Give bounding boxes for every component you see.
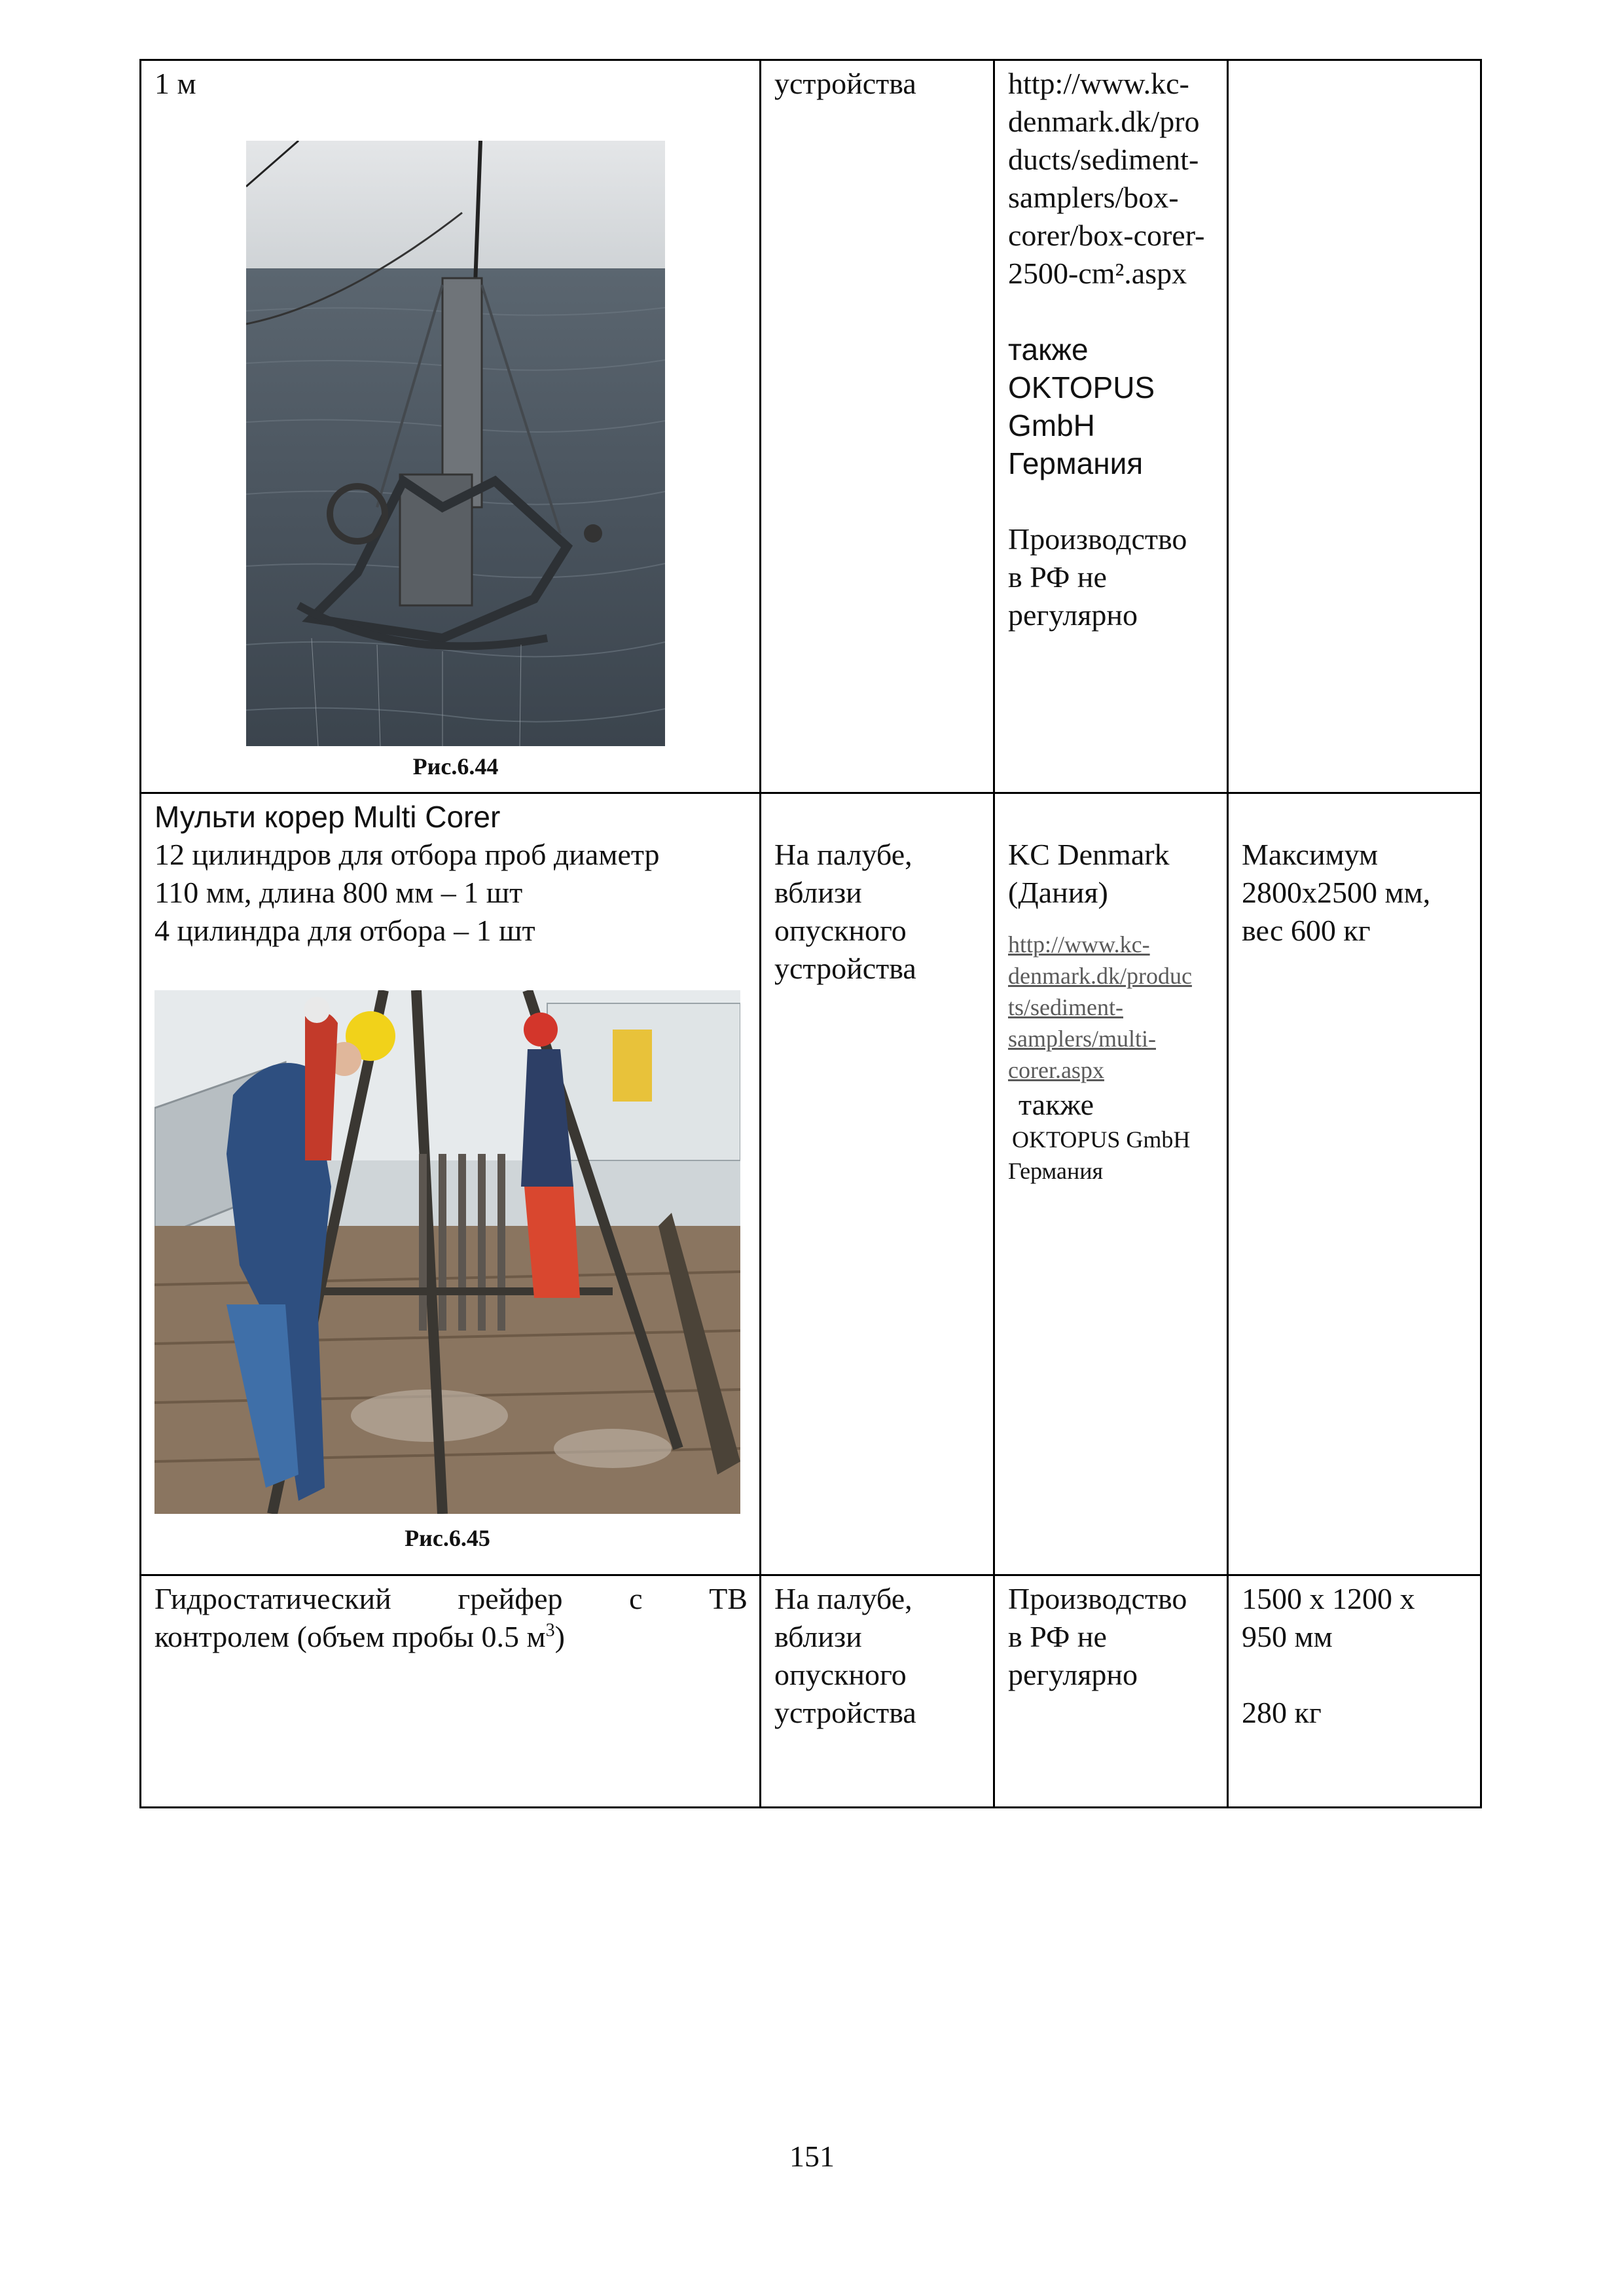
manufacturer-cell (994, 60, 1228, 793)
also-label: также (1008, 332, 1089, 367)
manufacturer-name: OKTOPUS (1008, 370, 1155, 404)
placement-text: устройства (774, 952, 916, 985)
name-word: с (629, 1582, 643, 1615)
manufacturer-link[interactable]: ts/sediment- (1008, 994, 1123, 1020)
url-line: samplers/box- (1008, 181, 1179, 214)
equipment-description: 12 цилиндров для отбора проб диаметр (154, 838, 660, 871)
placement-text: устройства (774, 1696, 916, 1729)
manufacturer-link[interactable]: denmark.dk/produc (1008, 963, 1192, 989)
specs-cell (1228, 60, 1481, 793)
equipment-name: Мульти корер Multi Corer (154, 800, 501, 834)
equipment-cell (141, 793, 761, 1575)
url-line: corer/box-corer- (1008, 219, 1205, 252)
equipment-cell (141, 60, 761, 793)
production-note: в РФ не (1008, 1620, 1107, 1653)
manufacturer-cell (994, 1575, 1228, 1808)
placement-text: опускного (774, 914, 907, 947)
name-word: Гидростатический (154, 1582, 391, 1615)
manufacturer-link[interactable]: samplers/multi- (1008, 1026, 1156, 1052)
unit-superscript: 3 (545, 1620, 555, 1641)
production-note: регулярно (1008, 598, 1138, 632)
specs-cell (1228, 1575, 1481, 1808)
manufacturer-cell (994, 793, 1228, 1575)
production-note: регулярно (1008, 1658, 1138, 1691)
manufacturer-link[interactable]: corer.aspx (1008, 1057, 1104, 1083)
placement-text: опускного (774, 1658, 907, 1691)
placement-cell (761, 60, 994, 793)
url-line: 2500-cm².aspx (1008, 257, 1187, 290)
manufacturer-link[interactable]: http://www.kc- (1008, 931, 1150, 958)
url-line: ducts/sediment- (1008, 143, 1199, 176)
production-note: в РФ не (1008, 560, 1107, 594)
dimensions-text: 1500 х 1200 х (1242, 1582, 1415, 1615)
equipment-description: 110 мм, длина 800 мм – 1 шт (154, 876, 523, 909)
table-row (141, 1575, 1481, 1808)
box-corer-photo (246, 141, 665, 746)
figure-caption: Рис.6.45 (405, 1525, 490, 1551)
figure-caption: Рис.6.44 (412, 753, 499, 780)
placement-text: вблизи (774, 876, 862, 909)
specs-text: Максимум (1242, 838, 1379, 871)
manufacturer-name: GmbH (1008, 408, 1095, 442)
manufacturer-name: KC Denmark (1008, 838, 1170, 871)
name-word: ТВ (709, 1582, 748, 1615)
equipment-table (139, 59, 1482, 1808)
table-row (141, 60, 1481, 793)
manufacturer-country: (Дания) (1008, 876, 1108, 909)
url-line: http://www.kc- (1008, 67, 1189, 100)
weight-text: 280 кг (1242, 1696, 1322, 1729)
dimensions-text: 950 мм (1242, 1620, 1333, 1653)
equipment-description (154, 1618, 748, 1656)
production-note: Производство (1008, 1582, 1187, 1615)
multi-corer-photo (154, 990, 740, 1514)
production-note: Производство (1008, 522, 1187, 556)
placement-cell (761, 1575, 994, 1808)
also-label: также (1019, 1088, 1094, 1121)
specs-text: 2800x2500 мм, (1242, 876, 1431, 909)
manufacturer-country: Германия (1008, 446, 1144, 480)
sample-volume-text: контролем (объем пробы 0.5 м (154, 1620, 546, 1653)
equipment-name (154, 1580, 748, 1618)
specs-text: вес 600 кг (1242, 914, 1371, 947)
manufacturer-name: OKTOPUS GmbH (1012, 1126, 1191, 1153)
placement-text: На палубе, (774, 838, 912, 871)
placement-cell (761, 793, 994, 1575)
manufacturer-country: Германия (1008, 1158, 1104, 1184)
name-word: грейфер (458, 1582, 563, 1615)
placement-text: На палубе, (774, 1582, 912, 1615)
table-row (141, 793, 1481, 1575)
specs-cell (1228, 793, 1481, 1575)
placement-text: вблизи (774, 1620, 862, 1653)
equipment-cell (141, 1575, 761, 1808)
url-line: denmark.dk/pro (1008, 105, 1200, 138)
placement-text: устройства (774, 67, 916, 100)
equipment-description: 4 цилиндра для отбора – 1 шт (154, 914, 535, 947)
closing-paren: ) (554, 1620, 565, 1653)
equipment-name: 1 м (154, 67, 196, 100)
page-number: 151 (789, 2140, 835, 2173)
